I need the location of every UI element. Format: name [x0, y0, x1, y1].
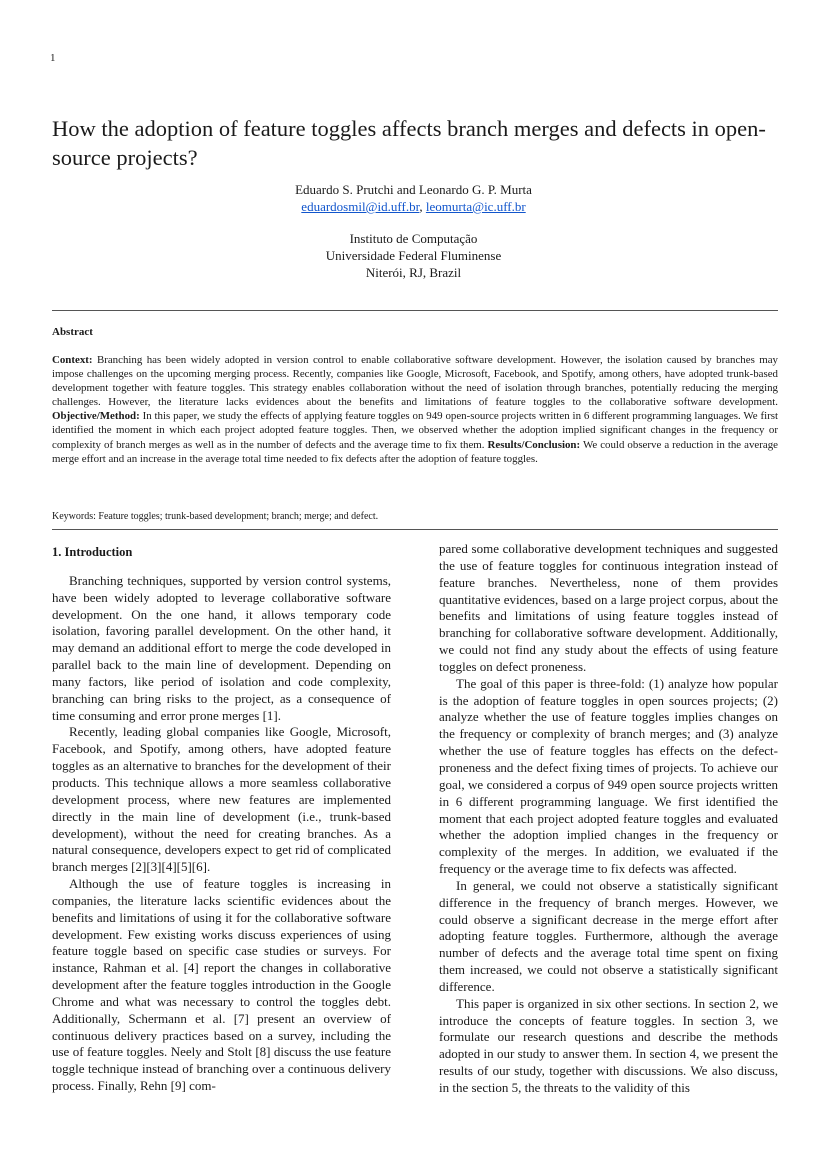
- abstract-body: [52, 353, 778, 466]
- affiliation-location: Niterói, RJ, Brazil: [365, 265, 462, 280]
- affiliation-university: Universidade Federal Fluminense: [325, 248, 502, 263]
- abstract-objective-text: In this paper, we study the effects of applying feature toggles on 949 open-source projects written in 6 different programming languages. We first identified the moment in which each project adopted feature toggles. Then, we observed whether the adoption implied significant changes in the frequency or complexity of branch merges as well as in the number of defects and the average time to fix them.: [52, 410, 778, 451]
- email-separator: ,: [419, 199, 426, 214]
- affiliation-block: [0, 230, 827, 281]
- paper-title: How the adoption of feature toggles affects branch merges and defects in open-source projects?: [52, 116, 766, 170]
- abstract-context-text: Branching has been widely adopted in version control to enable collaborative software development. However, the isolation caused by branches may impose challenges on the upcoming merging process. Recently, companies like Google, Microsoft, Facebook, and Spotify, among others, have adopted trunk-based development together with feature toggles. This strategy enables collaboration without the need of isolation through branches, potentially reducing the merging challenges. However, the literature lacks evidences about the benefits and limitations of feature toggles to the collaborative software development.: [52, 354, 778, 409]
- email-link-prutchi[interactable]: eduardosmil@id.uff.br: [301, 199, 420, 214]
- section-heading-introduction: 1. Introduction: [52, 545, 133, 559]
- abstract-results-label: Results/Conclusion:: [487, 438, 581, 451]
- abstract-bottom-rule: [52, 529, 778, 530]
- abstract-context-label: Context:: [52, 354, 93, 366]
- paragraph-continuation: pared some collaborative development techniques and suggested the use of feature toggles for continuous integration instead of feature branches. Nevertheless, none of them provides quantitative evidences, based on a large project corpus, about the benefits and limitations of using feature toggles instead of branching for collaborative software development. Additionally, we could not find any study about the effects of using feature toggles on defect proneness.: [439, 541, 778, 674]
- paragraph: Branching techniques, supported by version control systems, have been widely adopted to leverage collaborative software development. On the one hand, it allows temporary code isolation, favoring parallel development. On the other hand, it may demand an additional effort to merge the code developed in parallel back to the main line of development. Depending on many factors, like period of isolation and code complexity, branching can bring risks to the project, as a consequence of time consuming and error prone merges [1].: [52, 572, 391, 723]
- left-column: [52, 541, 391, 1095]
- abstract-results-text: We could observe a reduction in the average merge effort and an increase in the average total time needed to fix defects after the adoption of feature toggles.: [52, 438, 778, 465]
- keywords: Keywords: Feature toggles; trunk-based development; branch; merge; and defect.: [52, 511, 379, 522]
- paragraph: Recently, leading global companies like Google, Microsoft, Facebook, and Spotify, among others, have adopted feature toggles as an alternative to branches for the development of their products. This technique allows a more seamless collaborative development process, where new features are implemented directly in the main line of development (i.e., trunk-based development), without the need for creating branches. As a natural consequence, developers expect to get rid of complicated branch merges [2][3][4][5][6].: [52, 724, 391, 875]
- abstract-top-rule: [52, 310, 778, 311]
- author-block: [0, 181, 827, 215]
- page-number: 1: [50, 52, 56, 64]
- abstract-heading: Abstract: [52, 326, 93, 338]
- email-link-murta[interactable]: leomurta@ic.uff.br: [425, 199, 526, 214]
- paragraph: The goal of this paper is three-fold: (1) analyze how popular is the adoption of feature toggles in open sources projects; (2) analyze whether the use of feature toggles implies changes on the frequency or complexity of branch merges; and (3) analyze whether the use of feature toggles has effects on the defect-proneness and the defect fixing times of projects. To achieve our goal, we considered a corpus of 949 open source projects written in 6 different programming language. We first identified the moment that each project adopted feature toggles and evaluated whether the adoption implied changes in the frequency or complexity of the merges. In addition, we evaluated if the frequency or the average time to fix defects was affected.: [439, 675, 778, 877]
- author-names: Eduardo S. Prutchi and Leonardo G. P. Murta: [295, 182, 532, 197]
- author-emails: [0, 198, 827, 215]
- paragraph: This paper is organized in six other sections. In section 2, we introduce the concepts of feature toggles. In section 3, we formulate our research questions and describe the methods adopted in our study to answer them. In section 4, we present the results of our study, together with discussions. We also discuss, in the section 5, the threats to the validity of this: [439, 995, 778, 1095]
- right-column: [439, 541, 778, 1097]
- affiliation-institute: Instituto de Computação: [349, 231, 478, 246]
- paragraph: Although the use of feature toggles is increasing in companies, the literature lacks scientific evidences about the benefits and limitations of using it for the collaborative software development. Few existing works discuss experiences of using feature toggle based on specific case studies or surveys. For instance, Rahman et al. [4] report the changes in collaborative development after the feature toggles introduction in the Google Chrome and what was necessary to control the toggles debt. Additionally, Schermann et al. [7] present an overview of continuous delivery practices based on a survey, including the use of feature toggles. Neely and Stolt [8] discuss the use feature toggle technique instead of branching over a continuous delivery process. Finally, Rehn [9] com-: [52, 876, 391, 1094]
- paragraph: In general, we could not observe a statistically significant difference in the frequency of branch merges. However, we could observe a significant decrease in the merge effort after adopting feature toggles. Furthermore, although the average number of defects and the average total time spent on fixing them increased, we could not observe a statistically significant difference.: [439, 877, 778, 994]
- abstract-objective-label: Objective/Method:: [52, 410, 140, 423]
